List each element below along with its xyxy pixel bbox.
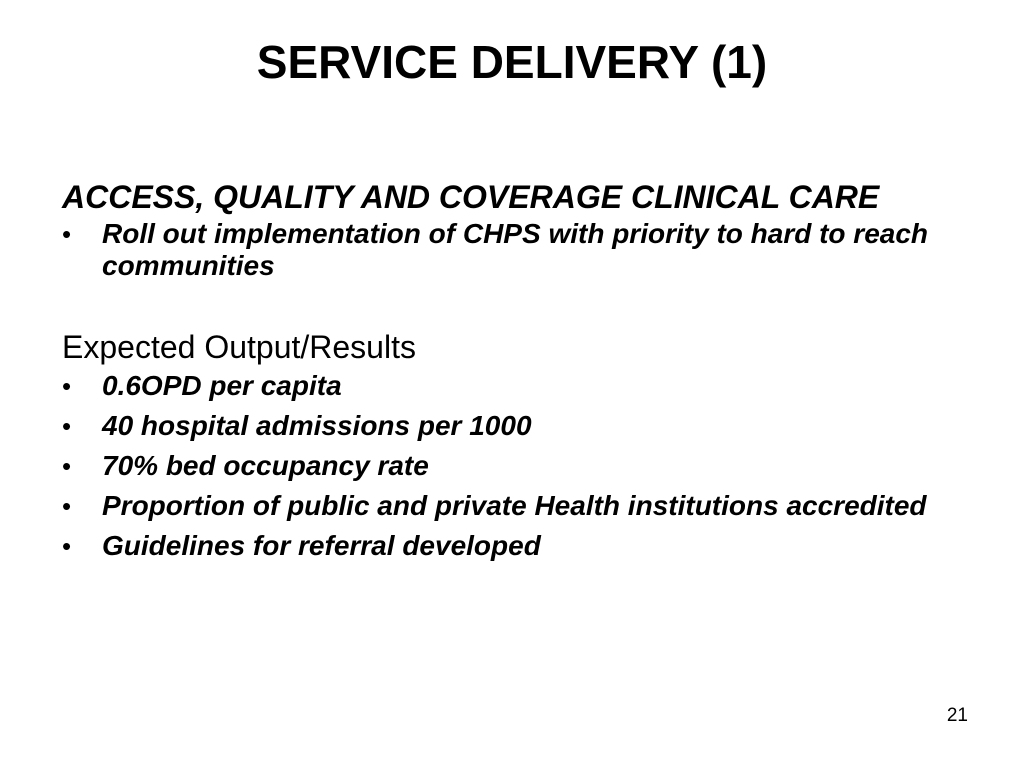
list-item-text: Guidelines for referral developed	[102, 530, 541, 561]
list-item	[62, 410, 972, 442]
list-item	[62, 530, 972, 562]
section-heading-access: ACCESS, QUALITY AND COVERAGE CLINICAL CARE	[62, 179, 880, 215]
slide-title: SERVICE DELIVERY (1)	[256, 36, 768, 88]
list-item-text: 0.6OPD per capita	[102, 370, 342, 401]
bullet-icon: •	[62, 531, 72, 561]
list-item	[62, 370, 972, 402]
page-number: 21	[946, 705, 968, 726]
slide-content	[62, 180, 972, 570]
bullet-icon: •	[62, 491, 72, 521]
access-bullet-list	[62, 218, 972, 282]
list-item	[62, 450, 972, 482]
bullet-icon: •	[62, 451, 72, 481]
expected-output-bullet-list	[62, 370, 972, 562]
list-item	[62, 218, 972, 282]
bullet-icon: •	[62, 219, 72, 249]
bullet-icon: •	[62, 371, 72, 401]
section-heading-expected-output: Expected Output/Results	[62, 329, 416, 365]
list-item-text: 70% bed occupancy rate	[102, 450, 429, 481]
list-item-text: 40 hospital admissions per 1000	[102, 410, 532, 441]
list-item	[62, 490, 972, 522]
list-item-text: Proportion of public and private Health institutions accredited	[102, 490, 927, 521]
list-item-text: Roll out implementation of CHPS with priority to hard to reach communities	[102, 218, 929, 281]
bullet-icon: •	[62, 411, 72, 441]
